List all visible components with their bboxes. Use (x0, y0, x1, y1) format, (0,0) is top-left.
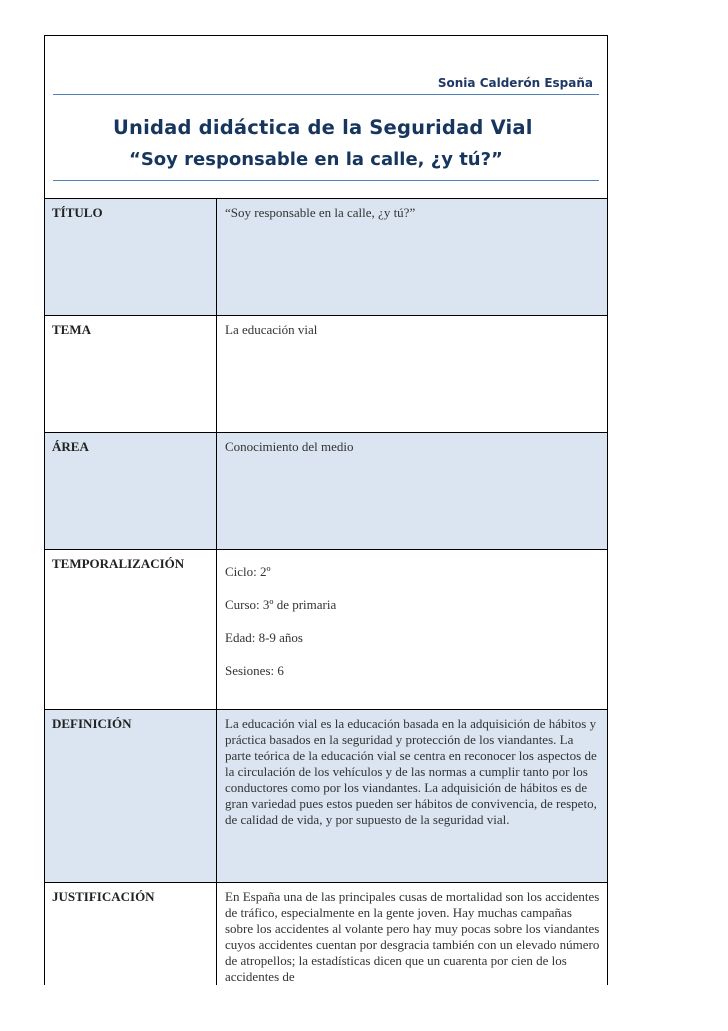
table-row (44, 883, 608, 986)
row-value: La educación vial es la educación basada en la adquisición de hábitos y práctica basados en la seguridad y protección de los viandantes. La parte teórica de la educación vial se centra en reconocer los aspectos de la circulación de los vehículos y de las normas a cumplir tanto por los conductores como por los viandantes. La adquisición de hábitos es de gran variedad pues estos pueden ser hábitos de convivencia, de respeto, de calidad de vida, y por supuesto de la seguridad vial. (217, 710, 609, 883)
course-line: Curso: 3º de primaria (225, 597, 337, 612)
age-line: Edad: 8-9 años (225, 630, 303, 645)
document-page (44, 35, 608, 985)
sessions-line: Sesiones: 6 (225, 663, 284, 678)
row-label: DEFINICIÓN (44, 710, 217, 883)
row-value: En España una de las principales cusas de mortalidad son los accidentes de tráfico, especialmente en la gente joven. Hay muchas campañas sobre los accidentes al volante pero hay muy pocas sobre los viandantes cuyos accidentes cuentan por desgracia también con un elevado número de atropellos; la estadísticas dicen que un cuarenta por cien de los accidentes de (217, 883, 609, 986)
row-label: ÁREA (44, 433, 217, 550)
row-label: TÍTULO (44, 199, 217, 316)
table-row (44, 550, 608, 710)
row-value: Conocimiento del medio (217, 433, 609, 550)
author-name: Sonia Calderón España (437, 76, 593, 90)
header-rule-top (53, 94, 599, 95)
row-value: “Soy responsable en la calle, ¿y tú?” (217, 199, 609, 316)
cycle-line: Ciclo: 2º (225, 564, 271, 579)
unit-info-table (44, 198, 608, 985)
row-label: TEMA (44, 316, 217, 433)
row-value (217, 550, 609, 710)
table-row (44, 199, 608, 316)
header-rule-bottom (53, 180, 599, 181)
table-row (44, 316, 608, 433)
document-subtitle: “Soy responsable en la calle, ¿y tú?” (129, 149, 503, 170)
row-value: La educación vial (217, 316, 609, 433)
row-label: TEMPORALIZACIÓN (44, 550, 217, 710)
table-row (44, 433, 608, 550)
row-label: JUSTIFICACIÓN (44, 883, 217, 986)
document-title: Unidad didáctica de la Seguridad Vial (113, 116, 533, 139)
table-row (44, 710, 608, 883)
